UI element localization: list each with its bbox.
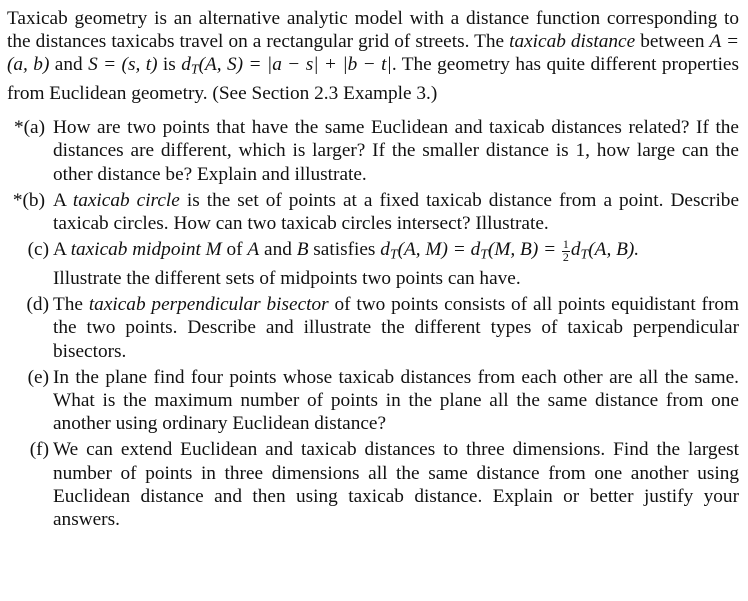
point-a-def: A = (a, b): [7, 31, 739, 76]
exercise-c-of: of: [221, 239, 248, 261]
intro-text-5: . The geometry has quite different properties from Euclidean geometry. (See Section 2.3 Example 3.): [7, 54, 739, 105]
intro-text-2: between: [635, 31, 710, 53]
exercise-label-a: *(a): [13, 117, 45, 139]
distance-subscript-1: T: [389, 247, 398, 263]
exercise-text-f: We can extend Euclidean and taxicab distances to three dimensions. Find the largest number of points in three dimensions all the same distance from one another using Euclidean distance and then using taxicab distance. Explain or better justify your answers.: [53, 439, 739, 530]
point-s-def: S = (s, t): [88, 54, 158, 76]
exercise-d: [7, 293, 739, 363]
equation-part-2: (M, B) =: [487, 239, 561, 261]
exercise-body-b: [53, 189, 739, 235]
distance-symbol-3: d: [570, 239, 581, 261]
exercise-e: [7, 366, 739, 436]
exercise-c-post: Illustrate the different sets of midpoints two points can have.: [53, 267, 521, 289]
exercise-b-pre: A: [53, 189, 73, 211]
exercise-a: [7, 116, 739, 186]
exercise-label-f: (f): [29, 439, 49, 461]
intro-text-3: and: [49, 54, 89, 76]
exercise-label-d: (d): [26, 294, 49, 316]
exercise-b-post: is the set of points at a fixed taxicab distance from a point. Describe taxicab circles. How can two taxicab circles intersect? Illustrate.: [53, 189, 739, 235]
equation-part-3: (A, B).: [588, 239, 640, 261]
distance-symbol-1: d: [380, 239, 390, 261]
exercise-c-and: and: [259, 239, 297, 261]
point-a: A: [247, 239, 260, 261]
intro-paragraph: [7, 7, 739, 105]
exercise-body-d: [53, 293, 739, 363]
exercise-label-c: (c): [27, 239, 49, 261]
exercise-c-pre: A: [53, 239, 71, 261]
distance-symbol: d: [181, 54, 191, 76]
point-b: B: [296, 239, 309, 261]
equation-part-1: (A, M) =: [397, 239, 471, 261]
distance-formula: (A, S) = |a − s| + |b − t|: [198, 54, 392, 76]
taxicab-perpendicular-bisector-term: taxicab perpendicular bisector: [88, 294, 329, 316]
exercise-d-pre: The: [53, 294, 89, 316]
intro-text-1: Taxicab geometry is an alternative analytic model with a distance function corresponding to the distances taxicabs travel on a rectangular grid of streets. The: [7, 8, 739, 53]
distance-symbol-2: d: [470, 239, 481, 261]
taxicab-distance-term: taxicab distance: [509, 31, 636, 53]
taxicab-circle-term: taxicab circle: [72, 189, 180, 211]
distance-subscript-3: T: [580, 247, 589, 263]
exercise-d-post: of two points consists of all points equidistant from the two points. Describe and illustrate the different types of taxicab perpendicular bisectors.: [53, 294, 740, 362]
exercise-c: [7, 238, 739, 290]
textbook-page: [7, 7, 739, 534]
distance-subscript-2: T: [480, 247, 488, 263]
midpoint-m: M: [205, 239, 222, 261]
exercise-label-e: (e): [27, 366, 49, 388]
intro-text-4: is: [157, 54, 182, 76]
exercise-text-e: In the plane find four points whose taxicab distances from each other are all the same. What is the maximum number of points in the plane all the same distance from one another using ordinary Euclidean distance?: [53, 366, 739, 435]
exercise-c-satisfies: satisfies: [308, 239, 381, 261]
taxicab-midpoint-term: taxicab midpoint: [70, 239, 201, 261]
exercise-text-a: How are two points that have the same Euclidean and taxicab distances related? If the distances are different, which is larger? If the smaller distance is 1, how large can the other distance be? Explain and illustrate.: [53, 117, 739, 185]
exercise-body-c: [53, 238, 739, 290]
distance-subscript: T: [190, 62, 199, 78]
one-half-fraction: [562, 239, 570, 263]
exercise-f: [7, 438, 739, 531]
fraction-numerator: 1: [562, 237, 569, 252]
fraction-denominator: 2: [562, 249, 569, 264]
exercise-b: [7, 189, 739, 235]
exercise-label-b: *(b): [12, 189, 45, 211]
